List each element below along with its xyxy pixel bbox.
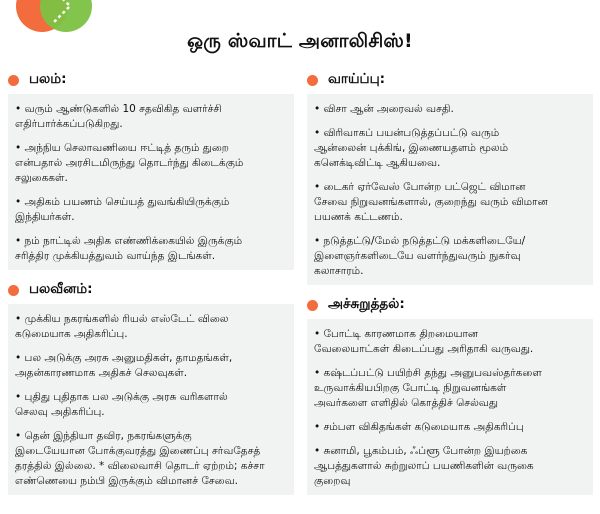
list-item: • நம் நாட்டில் அதிக எண்ணிக்கையில் இருக்கும் சரித்திர முக்கியத்துவம் வாய்ந்த இடங்கள். (15, 235, 243, 262)
list-item: • பல அடுக்கு அரசு அனுமதிகள், தாமதங்கள், அதன்காரணமாக அதிகச் செலவுகள். (15, 352, 233, 379)
list-item: • போட்டி காரணமாக திறமையான வேலையாட்கள் கிடைப்பது அரிதாகி வருவது. (314, 328, 534, 355)
opportunities-heading (307, 72, 593, 88)
list-item: • டைகர் ஏர்வேஸ் போன்ற பட்ஜெட் விமான சேவை நிறுவனங்களால், குறைந்து வரும் விமான பயணக் கட்டணம். (314, 181, 548, 223)
list-item: • நடுத்தட்டு/மேல் நடுத்தட்டு மக்களிடையே/ இளைஞர்களிடையே வளர்ந்துவரும் நுகர்வு கலாசாரம். (314, 235, 526, 277)
strengths-heading (8, 72, 294, 88)
list-item: • கஷ்டப்பட்டு பயிற்சி தந்து அனுபவஸ்தர்களை உருவாக்கியபிறகு போட்டி நிறுவனங்கள் அவர்களை எளிதில் கொத்திச் செல்வது (314, 367, 542, 409)
list-item: • விரிவாகப் பயன்படுத்தப்பட்டு வரும் ஆன்லைன் புக்கிங், இணையதளம் மூலம் கனெக்டிவிட்டி ஆகியவை. (314, 127, 509, 169)
threats-box (307, 319, 593, 495)
list-item: • புதிது புதிதாக பல அடுக்கு அரசு வரிகளால் செலவு அதிகரிப்பு. (15, 391, 228, 418)
list-item: • அதிகம் பயணம் செய்யத் துவங்கியிருக்கும் இந்தியர்கள். (15, 196, 230, 223)
left-column (8, 70, 294, 507)
opportunities-heading-text: வாய்ப்பு: (328, 71, 386, 87)
right-column (307, 70, 593, 507)
weaknesses-heading-text: பலவீனம்: (29, 281, 93, 297)
bullet-dot-icon (8, 75, 19, 86)
bullet-dot-icon (8, 285, 19, 296)
list-item: • அந்நிய செலாவணியை ஈட்டித் தரும் துறை என்பதால் அரசிடமிருந்து தொடர்ந்து கிடைக்கும் சலுகைகள். (15, 142, 244, 184)
weaknesses-heading (8, 282, 294, 298)
list-item: • சுனாமி, பூகம்பம், ஃப்ளூ போன்ற இயற்கை ஆபத்துகளால் சுற்றுலாப் பயணிகளின் வருகை குறைவு (314, 445, 534, 487)
list-item: • வரும் ஆண்டுகளில் 10 சதவிகித வளர்ச்சி எதிர்பார்க்கப்படுகிறது. (15, 103, 222, 130)
list-item: • தென் இந்தியா தவிர, நகரங்களுக்கு இடையேயான போக்குவரத்து இணைப்பு சர்வதேசத் தரத்தில் இல்லை. * விலைவாசி தொடர் ஏற்றம்; கச்சா எண்ணெயை நம்பி இருக்கும் விமானச் சேவை. (15, 430, 265, 487)
list-item: • முக்கிய நகரங்களில் ரியல் எஸ்டேட் விலை கடுமையாக அதிகரிப்பு. (15, 313, 229, 340)
bullet-dot-icon (307, 75, 318, 86)
list-item: • விசா ஆன் அரைவல் வசதி. (314, 103, 454, 115)
page-title: ஒரு ஸ்வாட் அனாலிசிஸ்! (187, 30, 413, 52)
strengths-box (8, 94, 294, 270)
threats-heading-text: அச்சுறுத்தல்: (328, 296, 405, 312)
weaknesses-box (8, 304, 294, 495)
opportunities-box (307, 94, 593, 285)
threats-heading (307, 297, 593, 313)
bullet-dot-icon (307, 300, 318, 311)
list-item: • சம்பள விகிதங்கள் கடுமையாக அதிகரிப்பு (314, 421, 524, 433)
strengths-heading-text: பலம்: (29, 71, 67, 87)
